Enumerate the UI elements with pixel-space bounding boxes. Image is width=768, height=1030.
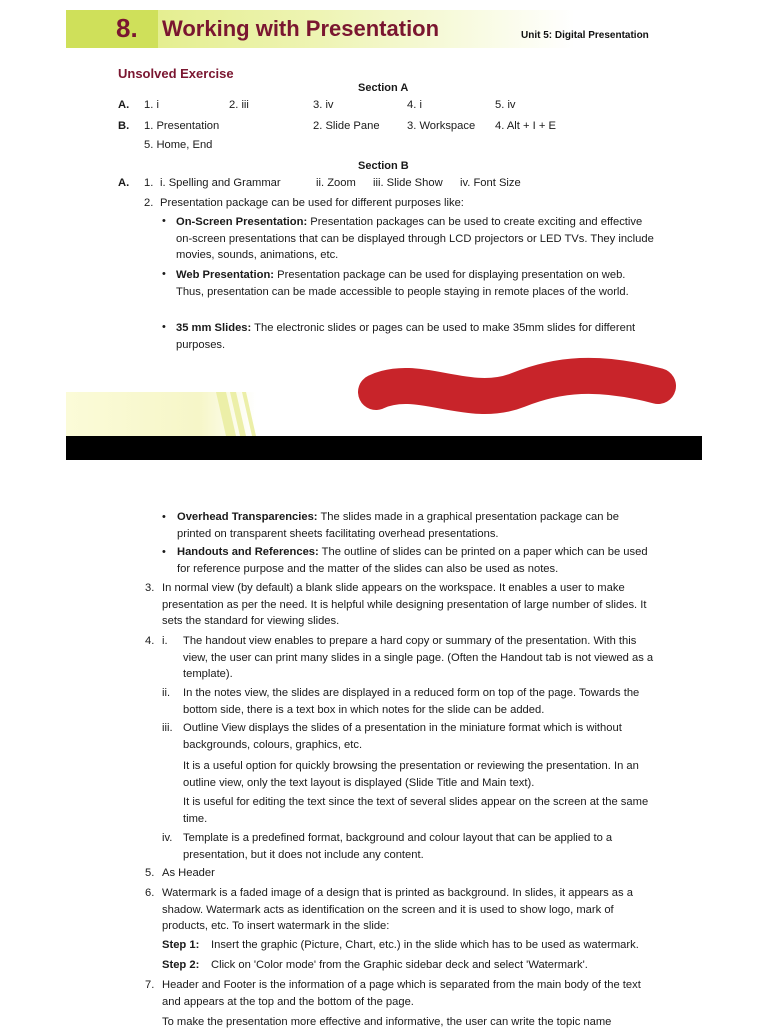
answer: 3. Workspace	[407, 120, 476, 132]
bullet-term: Handouts and References:	[177, 546, 319, 558]
q1-answer: ii. Zoom	[316, 177, 356, 189]
answer: 3. iv	[313, 99, 334, 111]
q2-intro: Presentation package can be used for different purposes like:	[160, 197, 464, 209]
q5-number: 5.	[145, 867, 155, 879]
bullet-text: The slides made in a graphical presentation package can be printed on transparent sheets facilitating overhead presentations.	[177, 511, 619, 540]
q1-answer: iii. Slide Show	[373, 177, 443, 189]
bullet-dot: •	[162, 321, 166, 333]
bullet-term: 35 mm Slides:	[176, 322, 252, 334]
bullet-handouts	[177, 544, 655, 577]
q3-answer: In normal view (by default) a blank slide appears on the workspace. It enables a user to make presentation as per the need. It is helpful while designing presentation of large number of slides. It sets the standard for viewing slides.	[162, 582, 647, 627]
q6-number: 6.	[145, 887, 155, 899]
q3-number: 3.	[145, 582, 155, 594]
q4-sub-number: iii.	[162, 722, 173, 734]
q7-answer: Header and Footer is the information of a page which is separated from the main body of the text and appears at the top and the bottom of the page.	[162, 979, 641, 1008]
page-top	[66, 0, 702, 460]
exercise-title: Unsolved Exercise	[118, 66, 234, 81]
bullet-35mm	[176, 320, 654, 353]
q6-answer: Watermark is a faded image of a design that is printed as background. In slides, it appears as a shadow. Watermark acts as identification on the screen and it is used to show logo, mark of products, etc. To insert watermark in the slide:	[162, 887, 633, 932]
section-b-title: Section B	[358, 160, 409, 172]
bullet-dot: •	[162, 546, 166, 558]
answer: 4. Alt + I + E	[495, 120, 556, 132]
q4-i-answer: The handout view enables to prepare a hard copy or summary of the presentation. With this view, the user can print many slides in a single page. (Often the Handout tab is not viewed as a template).	[183, 635, 654, 680]
bullet-dot: •	[162, 215, 166, 227]
q4-iv-answer: Template is a predefined format, background and colour layout that can be applied to a presentation, but it does not include any content.	[183, 832, 613, 861]
q7-cut-line: To make the presentation more effective and informative, the user can write the topic name	[162, 1016, 612, 1028]
q2-number: 2.	[144, 197, 154, 209]
answer: 2. Slide Pane	[313, 120, 380, 132]
q4-sub-number: iv.	[162, 832, 173, 844]
q1-number: 1.	[144, 177, 154, 189]
answer: 1. Presentation	[144, 120, 220, 132]
bullet-text: Presentation package can be used for displaying presentation on web. Thus, presentation can be made accessible to people staying in remote places of the world.	[176, 269, 629, 298]
q4-number: 4.	[145, 635, 155, 647]
stripe-decoration	[206, 392, 266, 436]
section-a-row-b-label: B.	[118, 120, 130, 132]
q4-sub-number: ii.	[162, 687, 171, 699]
bullet-term: On-Screen Presentation:	[176, 216, 308, 228]
q7-number: 7.	[145, 979, 155, 991]
q4-iii-extra: It is a useful option for quickly browsing the presentation or reviewing the presentation. In an outline view, only the text layout is displayed (Slide Title and Main text).	[183, 760, 639, 789]
section-a-row-a-label: A.	[118, 99, 130, 111]
q4-ii-answer: In the notes view, the slides are displayed in a reduced form on top of the page. Towards the bottom side, there is a text box in which notes for the slide can be added.	[183, 687, 640, 716]
bullet-term: Overhead Transparencies:	[177, 511, 318, 523]
bullet-term: Web Presentation:	[176, 269, 275, 281]
bullet-web	[176, 267, 654, 300]
bullet-text: The electronic slides or pages can be used to make 35mm slides for different purposes.	[176, 322, 636, 351]
bullet-dot: •	[162, 268, 166, 280]
step-text: Click on 'Color mode' from the Graphic sidebar deck and select 'Watermark'.	[211, 959, 588, 971]
section-b-a-label: A.	[118, 177, 130, 189]
chapter-number: 8.	[116, 13, 138, 43]
section-a-title: Section A	[358, 82, 409, 94]
chapter-title: Working with Presentation	[162, 16, 440, 41]
answer: 4. i	[407, 99, 422, 111]
red-scribble-mark	[358, 352, 688, 424]
q5-answer: As Header	[162, 867, 215, 879]
step-label: Step 2:	[162, 959, 200, 971]
bullet-on-screen	[176, 214, 654, 264]
q1-answer: iv. Font Size	[460, 177, 521, 189]
answer: 2. iii	[229, 99, 249, 111]
unit-label: Unit 5: Digital Presentation	[521, 30, 649, 41]
bullet-overhead	[177, 509, 655, 542]
q4-sub-number: i.	[162, 635, 168, 647]
bullet-text: The outline of slides can be printed on a paper which can be used for reference purpose and the matter of the slides can also be used as notes.	[177, 546, 648, 575]
step-text: Insert the graphic (Picture, Chart, etc.) in the slide which has to be used as watermark.	[211, 939, 639, 951]
answer: 5. Home, End	[144, 139, 213, 151]
chapter-number-box	[66, 10, 158, 48]
q4-iii-answer: Outline View displays the slides of a presentation in the miniature format which is without backgrounds, colours, graphics, etc.	[183, 722, 622, 751]
step-label: Step 1:	[162, 939, 200, 951]
bullet-text: Presentation packages can be used to create exciting and effective on-screen presentations that can be displayed through LCD projectors or LED TVs. They include movies, sounds, animations, etc.	[176, 216, 654, 261]
answer: 1. i	[144, 99, 159, 111]
bullet-dot: •	[162, 511, 166, 523]
answer: 5. iv	[495, 99, 516, 111]
page-separator-bar	[66, 436, 702, 460]
q4-iii-extra: It is useful for editing the text since the text of several slides appear on the screen at the same time.	[183, 796, 649, 825]
q1-answer: i. Spelling and Grammar	[160, 177, 281, 189]
